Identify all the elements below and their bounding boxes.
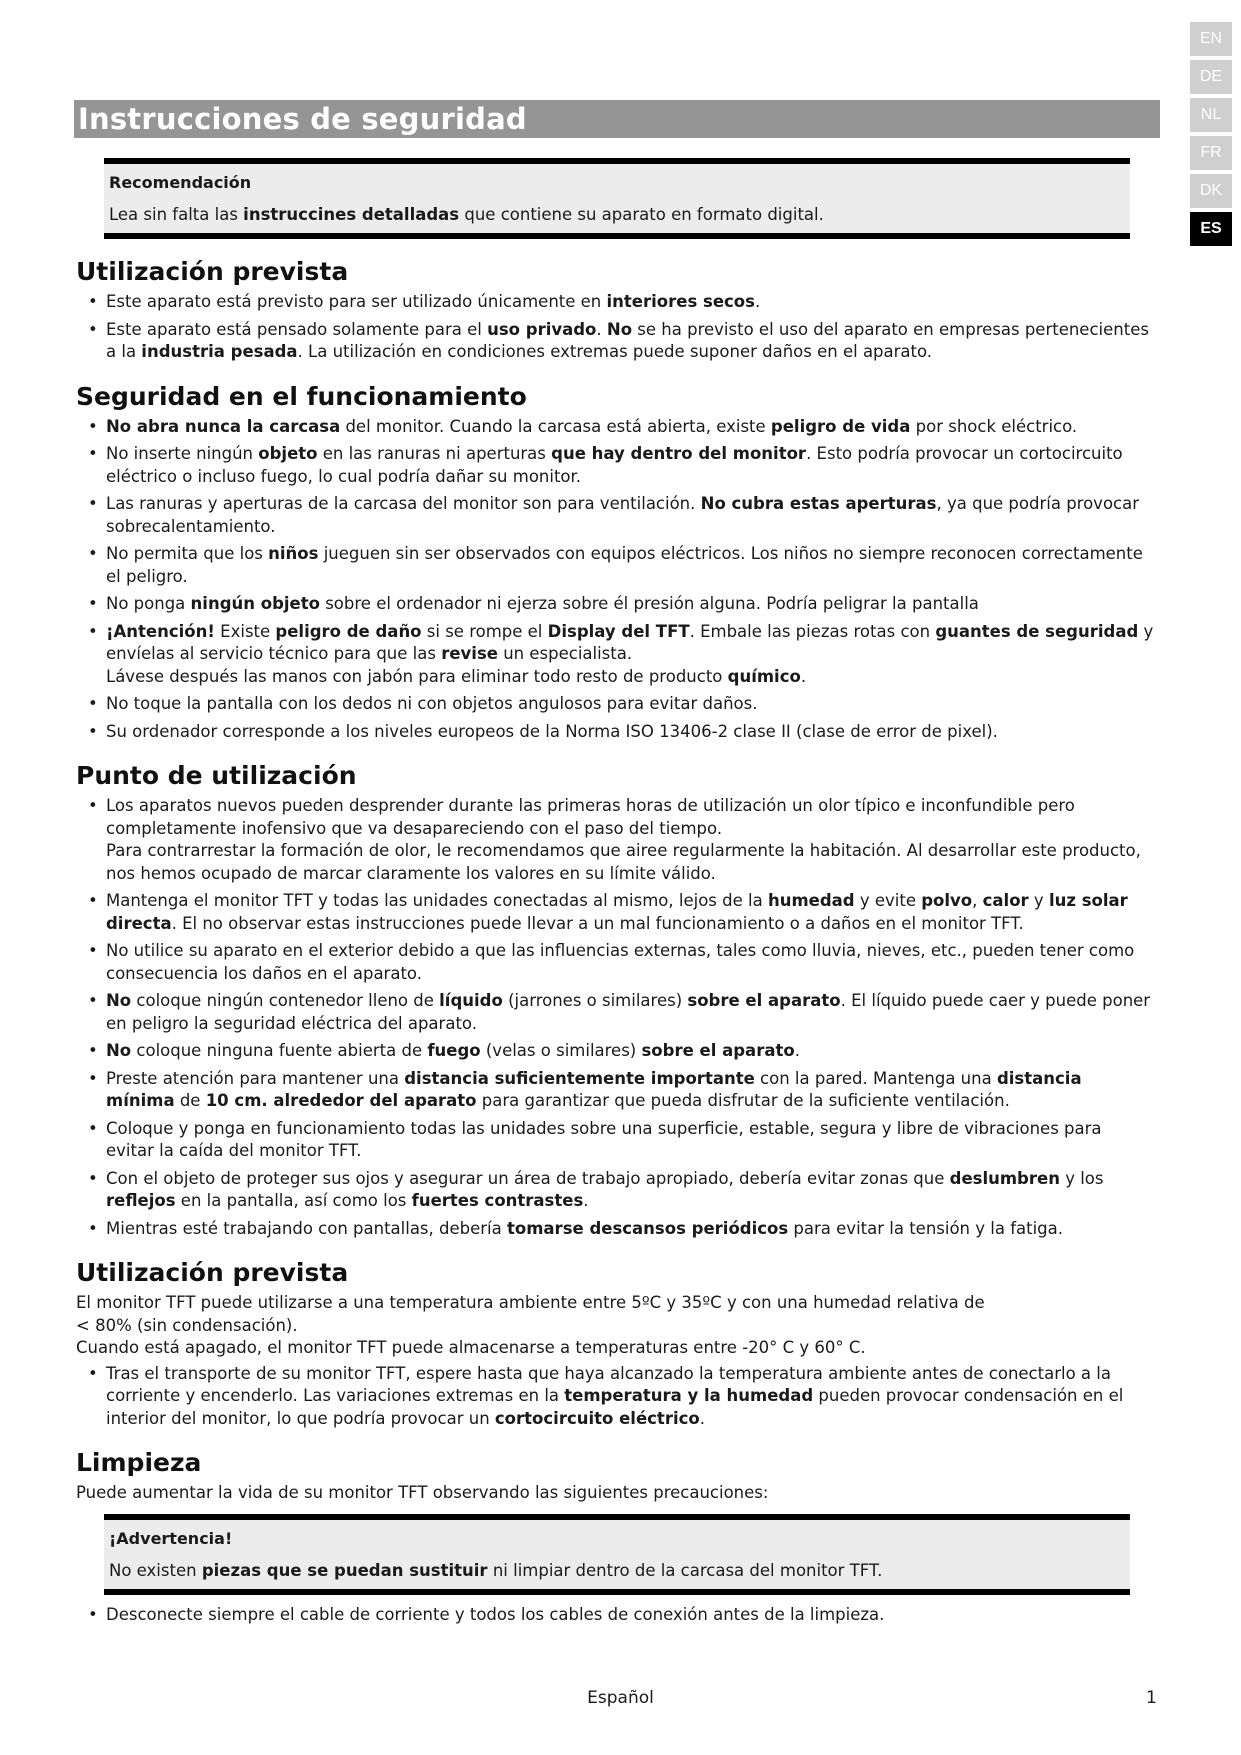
intended-use-2-paragraph-1: El monitor TFT puede utilizarse a una temperatura ambiente entre 5ºC y 35ºC y con una humedad relativa de < 80% (sin condensación). [76,1293,985,1335]
list-item: • No toque la pantalla con los dedos ni con objetos angulosos para evitar daños. [76,693,1154,716]
warning-box [104,1514,1130,1595]
list-item: • Este aparato está previsto para ser utilizado únicamente en interiores secos. [76,291,1154,314]
recommendation-text: Lea sin falta las instruccines detalladas que contiene su aparato en formato digital. [109,205,824,224]
list-item: • Preste atención para mantener una distancia suficientemente importante con la pared. Mantenga una distancia mínima de 10 cm. alrededor del aparato para garantizar que pueda disfrutar de la suficiente ventilación. [76,1068,1154,1113]
warning-title: ¡Advertencia! [109,1528,233,1548]
list-item: • No utilice su aparato en el exterior debido a que las influencias externas, tales como lluvia, nieves, etc., pueden tener como consecuencia los daños en el aparato. [76,940,1154,985]
heading-place-of-use: Punto de utilización [76,761,357,790]
page-title: Instrucciones de seguridad [78,102,527,136]
intended-use-list [76,291,1154,364]
page-number: 1 [1146,1688,1157,1708]
operating-safety-list [76,416,1154,744]
page-title-bar [74,100,1160,138]
recommendation-title: Recomendación [109,173,252,192]
list-item: • No coloque ningún contenedor lleno de líquido (jarrones o similares) sobre el aparato. El líquido puede caer y puede poner en peligro la seguridad eléctrica del aparato. [76,990,1154,1035]
list-item: • Desconecte siempre el cable de corriente y todos los cables de conexión antes de la limpieza. [76,1604,1154,1627]
intended-use-2-paragraph-2: Cuando está apagado, el monitor TFT puede almacenarse a temperaturas entre -20° C y 60° C. [76,1338,866,1357]
heading-intended-use: Utilización prevista [76,257,349,286]
list-item: • Tras el transporte de su monitor TFT, espere hasta que haya alcanzado la temperatura ambiente antes de conectarlo a la corriente y encenderlo. Las variaciones extremas en la temperatura y la humedad pueden provocar condensación en el interior del monitor, lo que podría provocar un cortocircuito eléctrico. [76,1363,1154,1431]
list-item: • Su ordenador corresponde a los niveles europeos de la Norma ISO 13406-2 clase II (clase de error de pixel). [76,721,1154,744]
language-tabs [1190,22,1232,250]
list-item: • Mantenga el monitor TFT y todas las unidades conectadas al mismo, lejos de la humedad y evite polvo, calor y luz solar directa. El no observar estas instrucciones puede llevar a un mal funcionamiento o a daños en el monitor TFT. [76,890,1154,935]
list-item: • Mientras esté trabajando con pantallas, debería tomarse descansos periódicos para evitar la tensión y la fatiga. [76,1218,1154,1241]
list-item: • Los aparatos nuevos pueden desprender durante las primeras horas de utilización un olor típico e inconfundible pero completamente inofensivo que va desapareciendo con el paso del tiempo. Para contrarrestar la formación de olor, le recomendamos que airee regularmente la habitación. Al desarrollar este producto, nos hemos ocupado de marcar claramente los valores en su límite válido. [76,795,1154,885]
list-item: • Coloque y ponga en funcionamiento todas las unidades sobre una superficie, estable, segura y libre de vibraciones para evitar la caída del monitor TFT. [76,1118,1154,1163]
lang-tab-nl[interactable]: NL [1190,98,1232,132]
main-content [76,158,1154,1631]
lang-tab-en[interactable]: EN [1190,22,1232,56]
footer-language: Español [587,1688,654,1708]
list-item: • Las ranuras y aperturas de la carcasa del monitor son para ventilación. No cubra estas aperturas, ya que podría provocar sobrecalentamiento. [76,493,1154,538]
recommendation-box [104,158,1130,239]
list-item: • Con el objeto de proteger sus ojos y asegurar un área de trabajo apropiado, debería evitar zonas que deslumbren y los reflejos en la pantalla, así como los fuertes contrastes. [76,1168,1154,1213]
lang-tab-fr[interactable]: FR [1190,136,1232,170]
intended-use-2-list [76,1363,1154,1431]
heading-cleaning: Limpieza [76,1448,202,1477]
list-item: • No permita que los niños jueguen sin ser observados con equipos eléctricos. Los niños no siempre reconocen correctamente el peligro. [76,543,1154,588]
cleaning-intro: Puede aumentar la vida de su monitor TFT observando las siguientes precauciones: [76,1483,769,1502]
list-item: • No abra nunca la carcasa del monitor. Cuando la carcasa está abierta, existe peligro de vida por shock eléctrico. [76,416,1154,439]
list-item: • Este aparato está pensado solamente para el uso privado. No se ha previsto el uso del aparato en empresas pertenecientes a la industria pesada. La utilización en condiciones extremas puede suponer daños en el aparato. [76,319,1154,364]
heading-operating-safety: Seguridad en el funcionamiento [76,381,527,411]
list-item: • No coloque ninguna fuente abierta de fuego (velas o similares) sobre el aparato. [76,1040,1154,1063]
list-item: • No inserte ningún objeto en las ranuras ni aperturas que hay dentro del monitor. Esto podría provocar un cortocircuito eléctrico o incluso fuego, lo cual podría dañar su monitor. [76,443,1154,488]
list-item: • No ponga ningún objeto sobre el ordenador ni ejerza sobre él presión alguna. Podría peligrar la pantalla [76,593,1154,616]
cleaning-list [76,1604,1154,1627]
lang-tab-es[interactable]: ES [1190,212,1232,246]
lang-tab-dk[interactable]: DK [1190,174,1232,208]
lang-tab-de[interactable]: DE [1190,60,1232,94]
place-of-use-list [76,795,1154,1240]
heading-intended-use-2: Utilización prevista [76,1258,349,1287]
list-item: • ¡Antención! Existe peligro de daño si se rompe el Display del TFT. Embale las piezas rotas con guantes de seguridad y envíelas al servicio técnico para que las revise un especialista. Lávese después las manos con jabón para eliminar todo resto de producto químico. [76,621,1154,689]
warning-text: No existen piezas que se puedan sustituir ni limpiar dentro de la carcasa del monitor TFT. [109,1560,883,1580]
